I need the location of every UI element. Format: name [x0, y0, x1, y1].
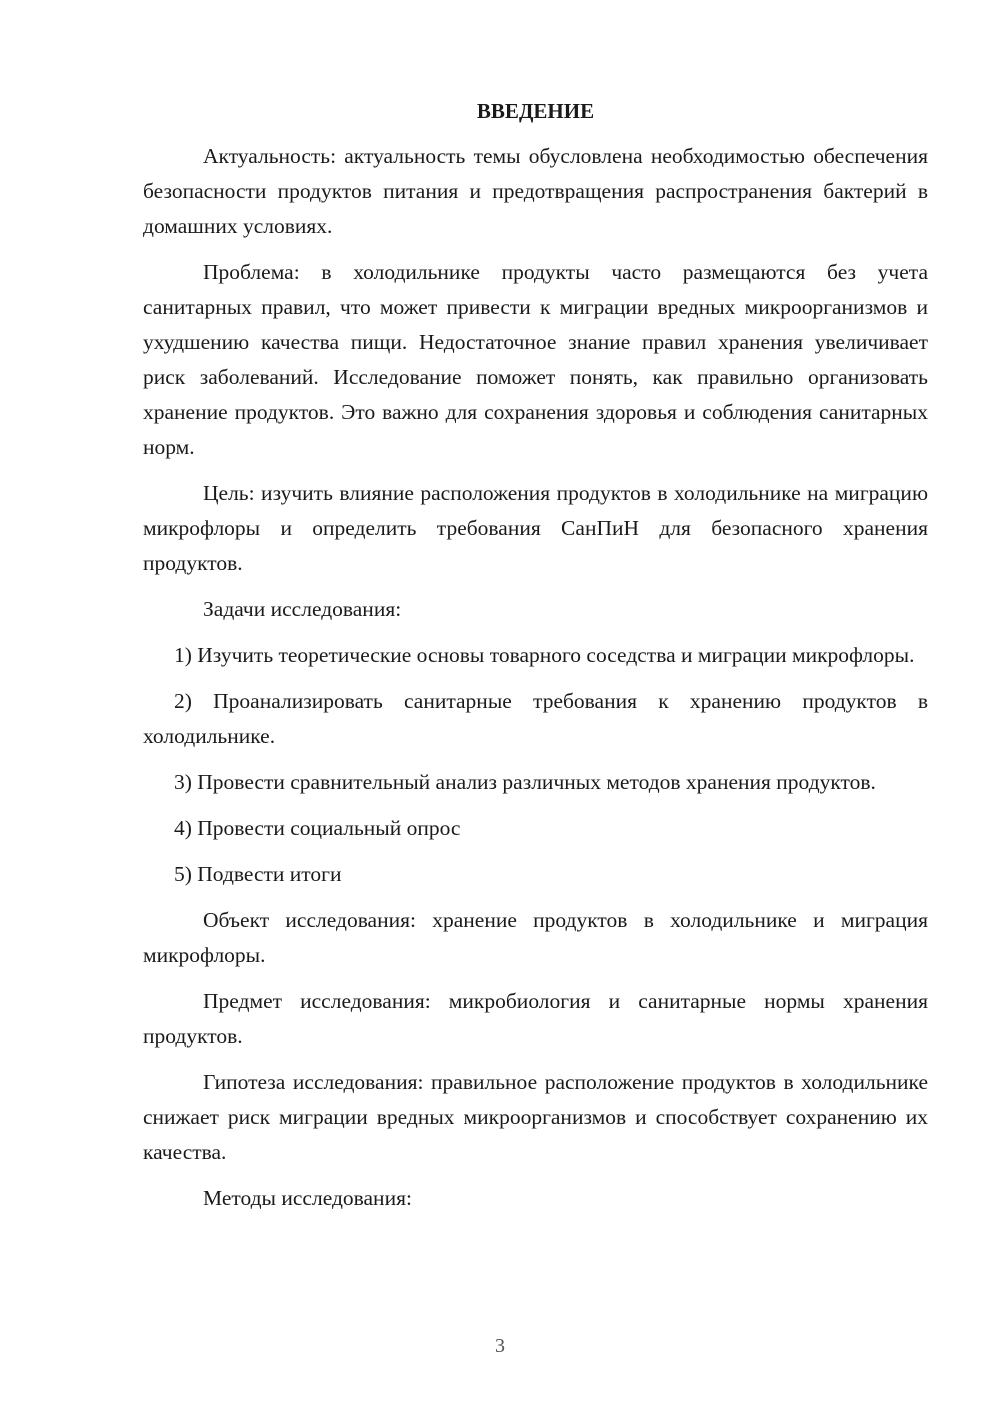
task-item-1: 1) Изучить теоретические основы товарного соседства и миграции микрофлоры.	[174, 643, 915, 667]
task-item-5: 5) Подвести итоги	[174, 862, 342, 886]
goal-paragraph: Цель: изучить влияние расположения продуктов в холодильнике на миграцию микрофлоры и определить требования СанПиН для безопасного хранения продуктов.	[143, 481, 928, 575]
relevance-paragraph: Актуальность: актуальность темы обусловлена необходимостью обеспечения безопасности продуктов питания и предотвращения распространения бактерий в домашних условиях.	[143, 144, 928, 238]
subject-paragraph: Предмет исследования: микробиология и санитарные нормы хранения продуктов.	[143, 989, 928, 1048]
problem-paragraph: Проблема: в холодильнике продукты часто размещаются без учета санитарных правил, что может привести к миграции вредных микроорганизмов и ухудшению качества пищи. Недостаточное знание правил хранения увеличивает риск заболеваний. Исследование поможет понять, как правильно организовать хранение продуктов. Это важно для сохранения здоровья и соблюдения санитарных норм.	[143, 260, 928, 459]
section-title: ВВЕДЕНИЕ	[476, 99, 595, 123]
task-item-2: 2) Проанализировать санитарные требования к хранению продуктов в холодильнике.	[143, 689, 928, 748]
methods-heading: Методы исследования:	[203, 1186, 412, 1210]
page-number: 3	[495, 1335, 505, 1357]
tasks-heading: Задачи исследования:	[203, 597, 402, 621]
document-page	[143, 96, 928, 1216]
task-item-4: 4) Провести социальный опрос	[174, 816, 461, 840]
hypothesis-paragraph: Гипотеза исследования: правильное расположение продуктов в холодильнике снижает риск миграции вредных микроорганизмов и способствует сохранению их качества.	[143, 1070, 928, 1164]
task-item-3: 3) Провести сравнительный анализ различных методов хранения продуктов.	[174, 770, 876, 794]
object-paragraph: Объект исследования: хранение продуктов в холодильнике и миграция микрофлоры.	[143, 908, 928, 967]
